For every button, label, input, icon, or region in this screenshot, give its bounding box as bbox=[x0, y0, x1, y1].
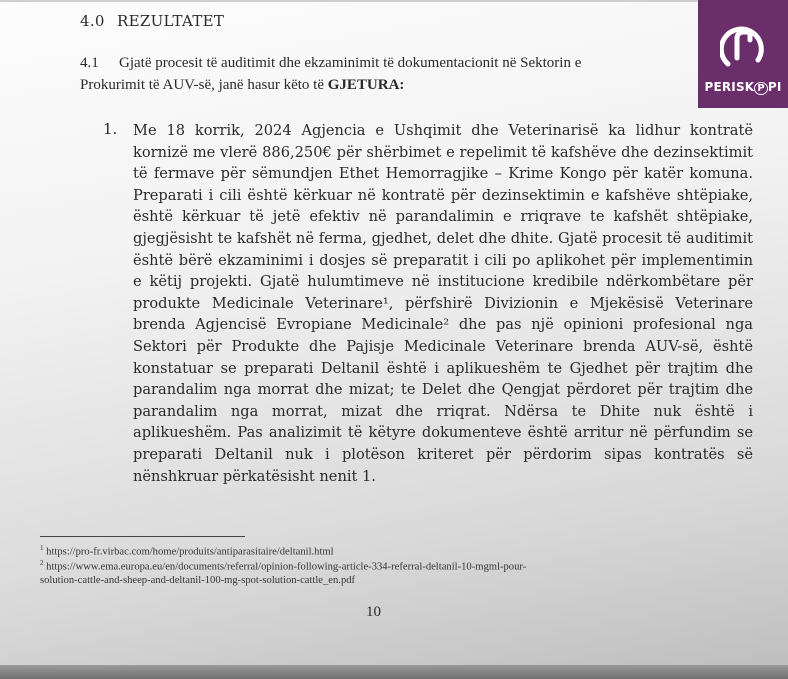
periskopi-logo-text: PERISK P PI bbox=[704, 80, 782, 94]
paragraph-number: 4.1 bbox=[80, 55, 99, 71]
footnote-2 bbox=[40, 559, 526, 573]
finding-line: Sektori për Produkte dhe Pajisje Medicinale Veterinare brenda AUV-së, është bbox=[133, 337, 753, 355]
finding-line: konstatuar se preparati Deltanil është i aplikueshëm te Gjedhet për trajtim dhe bbox=[133, 359, 753, 377]
periskopi-logo bbox=[698, 0, 788, 108]
finding-line: Me 18 korrik, 2024 Agjencia e Ushqimit dhe Veterinarisë ka lidhur kontratë bbox=[133, 122, 753, 139]
finding-line: parandalim nga morrat, mizat dhe rriqrat. Ndërsa te Dhite nuk është i bbox=[133, 402, 753, 420]
finding-line: nënshkruar përkatësisht nenit 1. bbox=[133, 467, 376, 485]
finding-line: parandalim nga morrat dhe mizat; te Delet dhe Qengjat përdoret për trajtim dhe bbox=[133, 381, 753, 399]
footnote-link[interactable]: https://www.ema.europa.eu/en/documents/referral/opinion-following-article-334-referral-deltanil-10-mgml-pour- bbox=[46, 561, 527, 573]
section-title: REZULTATET bbox=[117, 12, 225, 30]
section-number: 4.0 bbox=[80, 12, 105, 30]
finding-line: produkte Medicinale Veterinare¹, përfshirë Divizionin e Mjekësisë Veterinare bbox=[133, 294, 753, 312]
finding-line: është bërë ekzaminimi i dosjes së preparatit i cili po aplikohet për implementimin bbox=[133, 251, 753, 269]
finding-line: brenda Agjencisë Evropiane Medicinale² dhe pas një opinioni profesional nga bbox=[133, 316, 753, 334]
page-top-edge bbox=[0, 0, 788, 2]
scan-bottom-edge bbox=[0, 665, 788, 679]
footnote-link[interactable]: https://pro-fr.virbac.com/home/produits/antiparasitaire/deltanil.html bbox=[46, 546, 334, 558]
paragraph-line: Gjatë procesit të auditimit dhe ekzaminimit të dokumentacionit në Sektorin e bbox=[119, 55, 582, 71]
footnote-mark: 1 bbox=[40, 544, 44, 552]
finding-number: 1. bbox=[103, 120, 118, 138]
finding-line: gjegjësisht te kafshët në ferma, gjedhet, delet dhe dhite. Gjatë procesit të auditimit bbox=[133, 229, 753, 247]
footnote-divider bbox=[40, 536, 245, 537]
paragraph-line: Prokurimit të AUV-së, janë hasur këto të bbox=[80, 77, 328, 93]
finding-line: e këtij projekti. Gjatë hulumtimeve në institucione kredibile ndërkombëtare për bbox=[133, 273, 753, 291]
finding-1-text bbox=[133, 120, 753, 487]
footnote-1 bbox=[40, 544, 334, 558]
footnote-2-continued[interactable]: solution-cattle-and-sheep-and-deltanil-100-mg-spot-solution-cattle_en.pdf bbox=[40, 575, 356, 586]
finding-line: aplikueshëm. Pas analizimit të këtyre dokumenteve është arritur në përfundim se bbox=[133, 424, 753, 442]
finding-line: Preparati i cili është kërkuar në kontratë për dezinsektimin e kafshëve shtëpiake, bbox=[133, 186, 753, 204]
periskopi-logo-icon bbox=[720, 12, 766, 72]
findings-label: GJETURA: bbox=[327, 77, 405, 93]
finding-line: është kërkuar të jetë efektiv në parandalimin e rriqrave te kafshët shtëpiake, bbox=[133, 208, 753, 226]
finding-line: kornizë me vlerë 886,250€ për shërbimet e repelimit të kafshëve dhe dezinsektimit bbox=[133, 143, 753, 161]
section-heading bbox=[80, 12, 224, 30]
footnote-mark: 2 bbox=[40, 559, 44, 567]
paragraph-4-1 bbox=[80, 52, 690, 96]
page-number: 10 bbox=[366, 604, 381, 620]
finding-line: preparati Deltanil nuk i plotëson kriteret për përdorim sipas kontratës së bbox=[133, 445, 753, 463]
finding-line: të fermave për sëmundjen Ethet Hemorragjike – Krime Kongo për katër komuna. bbox=[133, 165, 753, 183]
